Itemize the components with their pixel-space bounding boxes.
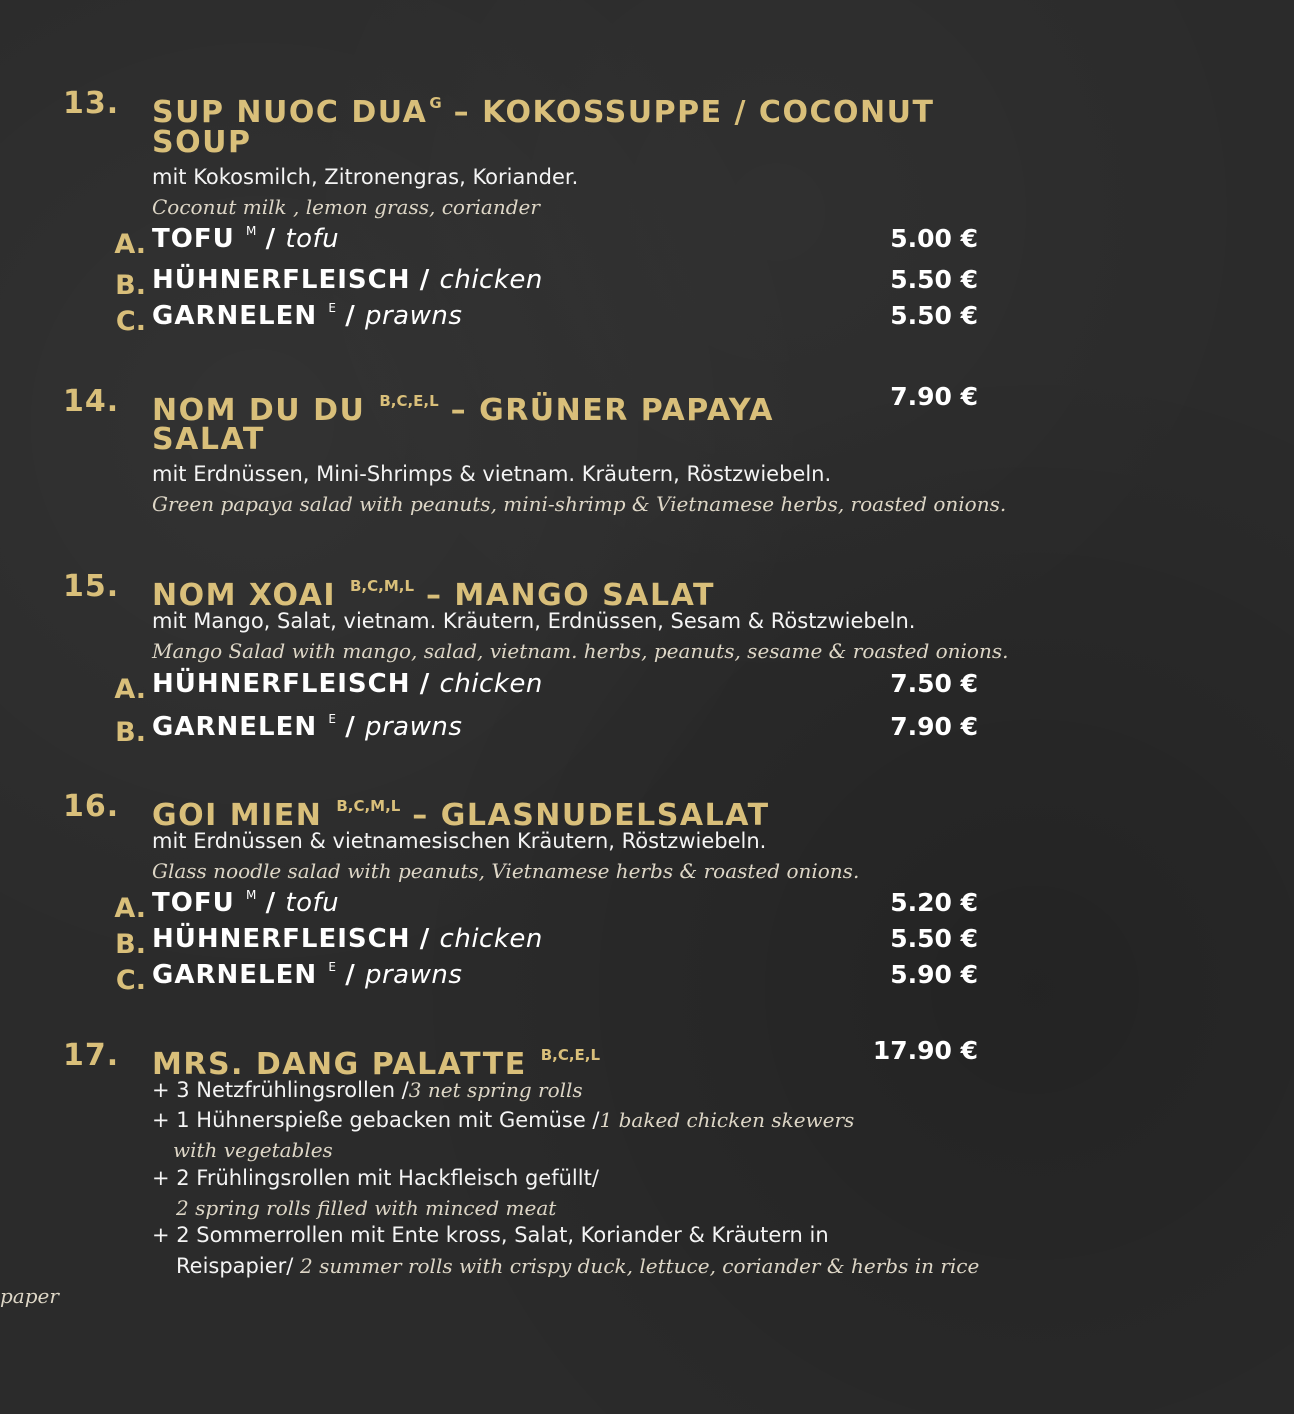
item-desc-de: mit Erdnüssen & vietnamesischen Kräutern, Röstzwiebeln. xyxy=(152,829,767,853)
item-title: NOM XOAI $^{B,C,M,L}$ – MANGO SALAT xyxy=(152,577,715,613)
item-number: 17. xyxy=(63,1038,120,1073)
option-name: HÜHNERFLEISCH / chicken xyxy=(152,924,543,954)
item-desc-en: Green papaya salad with peanuts, mini-shrimp & Vietnamese herbs, roasted onions. xyxy=(152,492,1007,516)
allergen-codes: B,C,E,L xyxy=(540,1046,601,1064)
item-title-cont: SALAT xyxy=(152,422,265,457)
item-number: 14. xyxy=(63,384,120,419)
platter-line-cont: Reispapier/ 2 summer rolls with crispy duck, lettuce, coriander & herbs in rice xyxy=(176,1254,980,1278)
allergen-codes: G xyxy=(429,94,442,112)
platter-line-cont: 2 spring rolls filled with minced meat xyxy=(176,1196,557,1220)
option-price: 5.50 € xyxy=(890,301,978,330)
option-price: 5.90 € xyxy=(890,960,978,989)
option-name: HÜHNERFLEISCH / chicken xyxy=(152,265,543,295)
item-title-cont: SOUP xyxy=(152,125,252,160)
option-letter: B. xyxy=(115,929,146,960)
allergen-codes: B,C,E,L xyxy=(379,392,439,410)
item-number: 15. xyxy=(63,569,120,604)
option-letter: C. xyxy=(115,965,146,996)
item-title: NOM DU DU $^{B,C,E,L}$ – GRÜNER PAPAYA xyxy=(152,392,774,428)
item-desc-en: Mango Salad with mango, salad, vietnam. herbs, peanuts, sesame & roasted onions. xyxy=(152,639,1009,663)
option-price: 5.20 € xyxy=(890,888,978,917)
item-title: SUP NUOC DUA $^G$ – KOKOSSUPPE / COCONUT xyxy=(152,94,935,130)
item-title: MRS. DANG PALATTE $^{B,C,E,L}$ xyxy=(152,1046,601,1082)
platter-line: + 2 Sommerrollen mit Ente kross, Salat, Koriander & Kräutern in xyxy=(152,1223,829,1247)
item-desc-en: Glass noodle salad with peanuts, Vietnamese herbs & roasted onions. xyxy=(152,859,860,883)
item-price: 7.90 € xyxy=(890,382,978,411)
item-desc-de: mit Kokosmilch, Zitronengras, Koriander. xyxy=(152,165,579,189)
option-letter: A. xyxy=(114,893,146,924)
option-letter: B. xyxy=(115,717,146,748)
item-number: 16. xyxy=(63,789,120,824)
option-name: TOFU $^M$ / tofu xyxy=(152,224,340,254)
option-name: GARNELEN $^E$ / prawns xyxy=(152,960,463,990)
option-price: 5.50 € xyxy=(890,265,978,294)
option-letter: A. xyxy=(114,229,146,260)
option-name: HÜHNERFLEISCH / chicken xyxy=(152,669,543,699)
option-letter: C. xyxy=(115,306,146,337)
item-number: 13. xyxy=(63,86,120,121)
item-price: 17.90 € xyxy=(872,1036,978,1065)
option-letter: B. xyxy=(115,270,146,301)
platter-line: + 2 Frühlingsrollen mit Hackfleisch gefüllt/ xyxy=(152,1166,599,1190)
platter-line: + 1 Hühnerspieße gebacken mit Gemüse /1 baked chicken skewers xyxy=(152,1108,855,1132)
platter-line: + 3 Netzfrühlingsrollen /3 net spring rolls xyxy=(152,1078,583,1102)
platter-line-cont: paper xyxy=(0,1284,59,1308)
option-price: 5.00 € xyxy=(890,224,978,253)
item-desc-en: Coconut milk , lemon grass, coriander xyxy=(152,195,540,219)
option-name: GARNELEN $^E$ / prawns xyxy=(152,301,463,331)
option-price: 7.90 € xyxy=(890,712,978,741)
option-letter: A. xyxy=(114,674,146,705)
option-price: 5.50 € xyxy=(890,924,978,953)
option-name: TOFU $^M$ / tofu xyxy=(152,888,340,918)
item-desc-de: mit Mango, Salat, vietnam. Kräutern, Erdnüssen, Sesam & Röstzwiebeln. xyxy=(152,609,916,633)
item-title: GOI MIEN $^{B,C,M,L}$ – GLASNUDELSALAT xyxy=(152,797,770,833)
option-name: GARNELEN $^E$ / prawns xyxy=(152,712,463,742)
item-desc-de: mit Erdnüssen, Mini-Shrimps & vietnam. Kräutern, Röstzwiebeln. xyxy=(152,462,832,486)
option-price: 7.50 € xyxy=(890,669,978,698)
allergen-codes: B,C,M,L xyxy=(336,797,401,815)
allergen-codes: B,C,M,L xyxy=(350,577,415,595)
platter-line-cont: with vegetables xyxy=(173,1138,333,1162)
